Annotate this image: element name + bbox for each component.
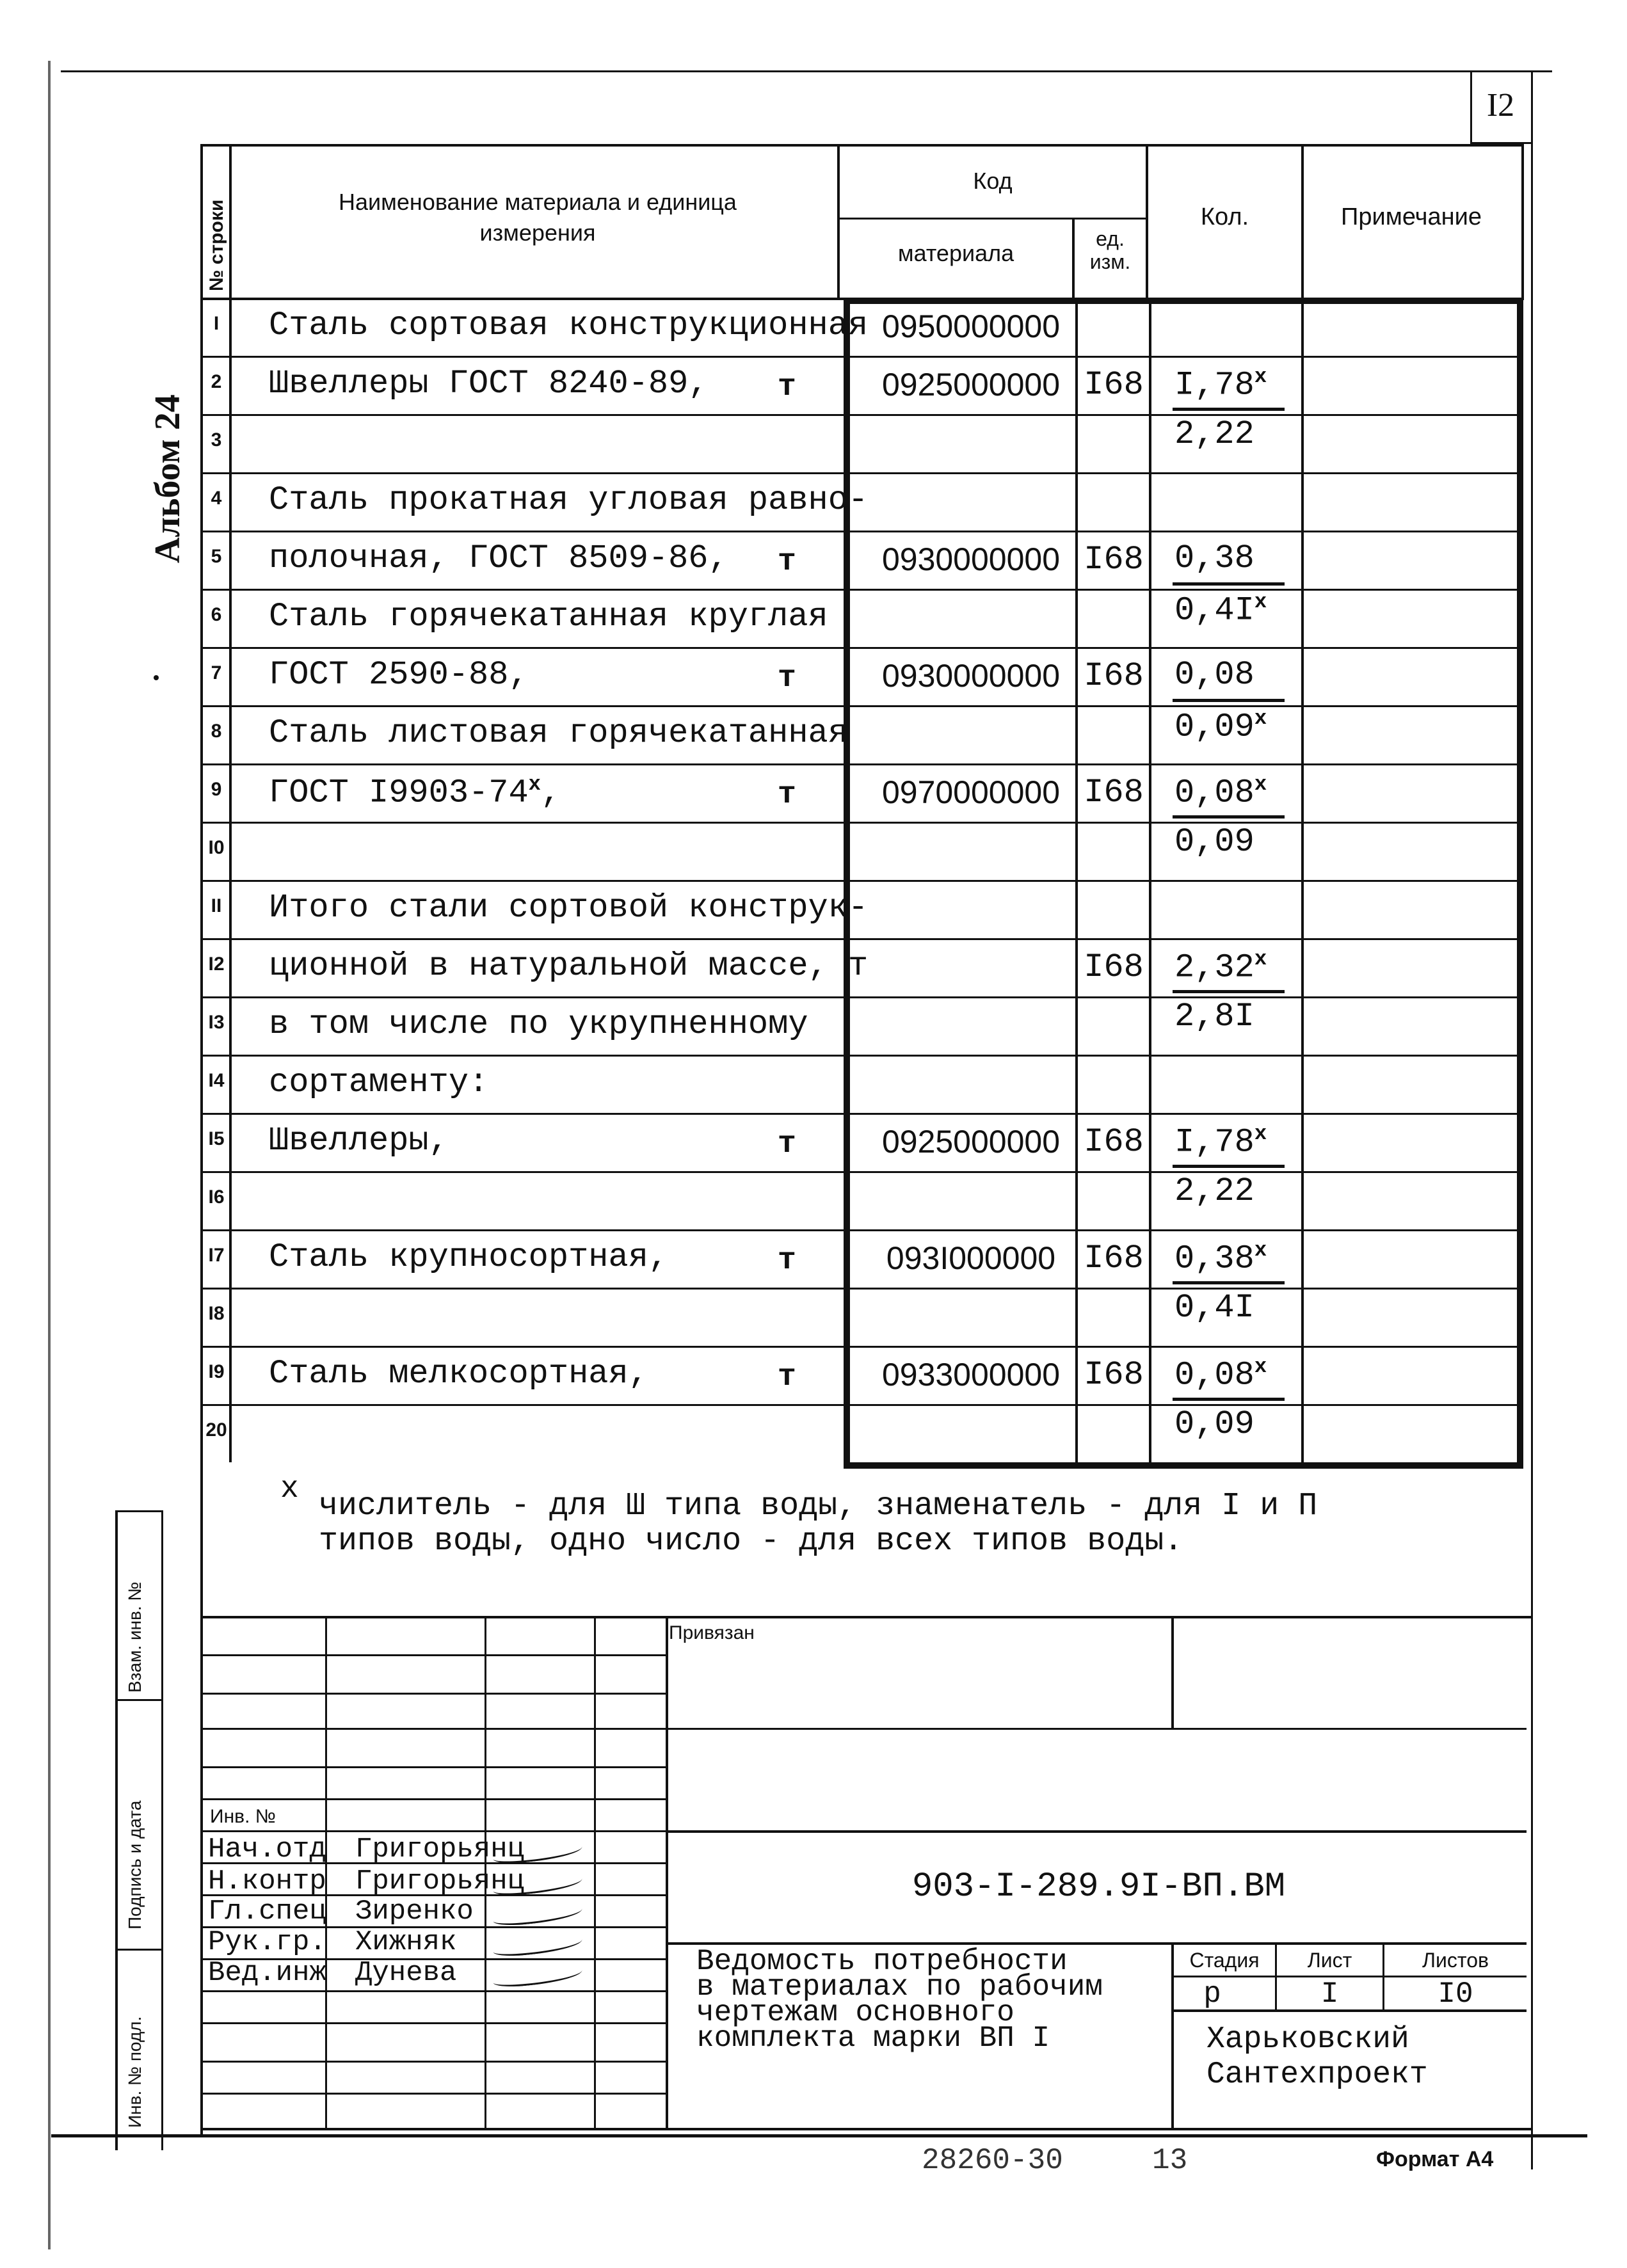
handwritten-signature [492, 1933, 583, 1958]
row-number: 8 [211, 721, 222, 742]
material-name-text: Итого стали сортовой конструк- [269, 889, 869, 927]
material-name [269, 307, 868, 344]
material-name-text: Сталь крупносортная, [269, 1238, 669, 1276]
row-number: 9 [211, 779, 222, 800]
unit-mark: т [778, 661, 796, 696]
unit-mark: т [778, 545, 796, 579]
material-name [269, 889, 868, 927]
unit-mark: т [778, 1127, 796, 1162]
material-name-text: Сталь сортовая конструкционная [269, 307, 869, 344]
sheet-number: I2 [1486, 87, 1515, 124]
row-number: 7 [211, 662, 222, 683]
quantity [1174, 539, 1254, 577]
unit-code: I68 [1084, 774, 1144, 811]
copy-number: 13 [1152, 2144, 1188, 2177]
title-line-4: комплекта марки ВП I [696, 2022, 1050, 2055]
material-name [269, 1122, 449, 1160]
material-name-text: Сталь прокатная угловая равно- [269, 481, 869, 519]
row-number: I9 [208, 1361, 225, 1382]
row-number: I7 [208, 1245, 225, 1266]
material-name [269, 947, 868, 985]
unit-code: I68 [1084, 541, 1144, 579]
quantity [1174, 947, 1267, 986]
row-divider [200, 1229, 1519, 1231]
fraction-bar [1173, 1281, 1285, 1284]
header-row-no: № строки [206, 199, 227, 291]
quantity-value: 2,22 [1174, 1172, 1254, 1210]
quantity-value: 0,38 [1174, 1240, 1254, 1278]
sheet-value: I [1320, 1977, 1339, 2011]
unit-mark: т [778, 1243, 796, 1278]
material-name [269, 1064, 488, 1101]
quantity [1174, 1355, 1267, 1394]
quantity-superscript: x [1254, 707, 1267, 730]
sheet-label: Лист [1307, 1949, 1352, 1972]
header-code-unit: ед. изм. [1089, 227, 1131, 273]
title-grid-line [200, 1693, 666, 1695]
margin-vzam-inv: Взам. инв. № [125, 1581, 145, 1693]
material-name-text: Сталь горячекатанная круглая [269, 598, 828, 635]
unit-code: I68 [1084, 1356, 1144, 1394]
row-divider [200, 414, 1519, 416]
signature-role: Вед.инж [208, 1957, 326, 1989]
material-code: 0930000000 [881, 658, 1061, 694]
fraction-bar [1173, 582, 1285, 586]
title-grid-line [200, 1728, 666, 1730]
row-divider [200, 647, 1519, 649]
row-divider [200, 472, 1519, 474]
inv-no-label: Инв. № [210, 1806, 276, 1827]
signature-name: Зиренко [355, 1896, 474, 1928]
footnote-line2: типов воды, одно число - для всех типов воды. [319, 1523, 1183, 1560]
quantity-superscript: x [1254, 1122, 1267, 1146]
signature-role: Гл.спец [208, 1896, 326, 1928]
signature-role: Нач.отд [208, 1833, 326, 1865]
title-block-top [200, 1616, 1532, 1618]
material-code: 0930000000 [881, 541, 1061, 577]
quantity-superscript: x [1254, 772, 1267, 796]
row-number: 5 [211, 546, 222, 567]
quantity [1174, 590, 1267, 629]
quantity-value: 2,22 [1174, 415, 1254, 453]
row-divider [200, 589, 1519, 591]
row-number: I5 [208, 1128, 225, 1149]
doc-code: 903-I-289.9I-ВП.ВМ [911, 1867, 1286, 1906]
row-number: I4 [208, 1070, 225, 1091]
org-line-2: Сантехпроект [1206, 2057, 1428, 2092]
name-tail: , [541, 774, 561, 812]
material-code: 0970000000 [881, 774, 1061, 810]
title-line-1: Ведомость потребности [696, 1945, 1068, 1978]
row-number: II [211, 895, 222, 916]
row-divider [200, 1055, 1519, 1057]
bottom-rule [51, 2134, 1587, 2137]
quantity-value: 0,08 [1174, 774, 1254, 812]
row-divider [200, 763, 1519, 765]
row-number: 20 [205, 1419, 227, 1441]
material-code: 0933000000 [881, 1357, 1061, 1393]
unit-mark: т [778, 778, 796, 812]
header-name: Наименование материала и единица измерения [339, 189, 737, 246]
row-number: 2 [211, 371, 222, 392]
quantity-value: 2,32 [1174, 948, 1254, 987]
material-name-text: Сталь мелкосортная, [269, 1355, 648, 1393]
row-divider [200, 822, 1519, 824]
quantity [1174, 1405, 1254, 1443]
quantity-value: I,78 [1174, 1123, 1254, 1162]
quantity [1174, 707, 1267, 746]
grid-outer-left [200, 298, 203, 1475]
album-label: Альбом 24 [148, 394, 188, 563]
header-note: Примечание [1341, 204, 1482, 230]
quantity-superscript: x [1254, 1238, 1267, 1262]
sheets-value: I0 [1438, 1977, 1473, 2011]
row-number: 3 [211, 429, 222, 451]
material-name [269, 1005, 808, 1043]
quantity [1174, 1172, 1254, 1210]
signature-name: Хижняк [355, 1926, 457, 1958]
title-grid-line [200, 2022, 666, 2024]
quantity-superscript: x [1254, 1355, 1267, 1378]
quantity [1174, 1289, 1254, 1327]
material-name [269, 772, 561, 811]
material-name [269, 598, 828, 635]
row-divider [200, 1404, 1519, 1406]
title-grid-line [200, 1654, 666, 1656]
title-grid-line [200, 1830, 666, 1832]
handwritten-signature [492, 1903, 583, 1928]
quantity-value: 0,09 [1174, 823, 1254, 861]
unit-mark: т [778, 370, 796, 404]
frame-top [61, 70, 1552, 72]
quantity [1174, 1238, 1267, 1277]
document-title [696, 1945, 1103, 2055]
material-name [269, 656, 529, 694]
quantity [1174, 656, 1254, 694]
row-number: 4 [211, 488, 222, 509]
quantity-value: 0,4I [1174, 591, 1254, 630]
signature-role: Рук.гр. [208, 1926, 326, 1958]
fraction-bar [1173, 990, 1285, 993]
material-name [269, 1238, 668, 1276]
name-superscript: x [528, 772, 541, 796]
row-divider [200, 356, 1519, 358]
unit-code: I68 [1084, 948, 1144, 986]
archive-number: 28260-30 [922, 2144, 1063, 2177]
title-grid-line [200, 1990, 666, 1992]
material-name-text: сортаменту: [269, 1064, 489, 1101]
row-number: I8 [208, 1303, 225, 1324]
material-name [269, 481, 868, 519]
quantity-value: I,78 [1174, 366, 1254, 404]
title-grid-line [200, 2093, 666, 2095]
material-name-text: в том числе по укрупненному [269, 1005, 808, 1043]
title-line-2: в материалах по рабочим [696, 1970, 1103, 2004]
title-line-3: чертежам основного [696, 1996, 1014, 2029]
footnote-line1: числитель - для Ш типа воды, знаменатель - для I и П [319, 1488, 1318, 1524]
header-bottom [200, 298, 847, 300]
margin-dot [154, 675, 159, 680]
material-code: 093I000000 [886, 1240, 1056, 1276]
quantity-value: 2,8I [1174, 998, 1254, 1035]
signature-name: Дунева [355, 1957, 457, 1989]
material-name [269, 539, 728, 577]
margin-sign-date: Подпись и дата [125, 1800, 145, 1929]
quantity-superscript: x [1254, 365, 1267, 388]
quantity-value: 0,4I [1174, 1289, 1254, 1327]
header-code-material: материала [897, 240, 1014, 266]
quantity [1174, 823, 1254, 861]
title-grid-line [200, 1798, 666, 1800]
quantity-value: 0,09 [1174, 708, 1254, 746]
footnote-mark: x [280, 1472, 299, 1506]
row-number: I3 [208, 1012, 225, 1033]
format-label: Формат А4 [1376, 2147, 1494, 2171]
quantity-value: 0,08 [1174, 656, 1254, 694]
signature-name: Григорьянц [355, 1833, 525, 1865]
material-name-text: Швеллеры ГОСТ 8240-89, [269, 365, 709, 403]
fraction-bar [1173, 1165, 1285, 1168]
quantity-value: 0,38 [1174, 539, 1254, 577]
material-name [269, 1355, 648, 1393]
material-name [269, 714, 848, 752]
material-name-text: Швеллеры, [269, 1122, 449, 1160]
material-code: 0950000000 [881, 308, 1061, 344]
fraction-bar [1173, 408, 1285, 411]
quantity [1174, 772, 1267, 811]
quantity [1174, 415, 1254, 453]
material-name-text: ГОСТ 2590-88, [269, 656, 529, 694]
signature-role: Н.контр [208, 1865, 326, 1897]
row-number: I2 [208, 954, 225, 975]
title-grid-line [200, 1766, 666, 1768]
grid-heavy-top [844, 298, 1523, 304]
row-number: I0 [208, 837, 225, 858]
frame-right [1531, 70, 1533, 2169]
quantity [1174, 1122, 1267, 1161]
row-divider [200, 996, 1519, 998]
frame-left-edge [48, 61, 51, 2249]
quantity-superscript: x [1254, 590, 1267, 614]
unit-code: I68 [1084, 1240, 1144, 1277]
material-name-text: полочная, ГОСТ 8509-86, [269, 539, 728, 577]
unit-code: I68 [1084, 366, 1144, 404]
material-name-text: ционной в натуральной массе, т [269, 947, 869, 985]
header-qty: Кол. [1200, 204, 1249, 230]
material-code: 0925000000 [881, 367, 1061, 403]
signature-name: Григорьянц [355, 1865, 525, 1897]
quantity-value: 0,08 [1174, 1356, 1254, 1394]
quantity-value: 0,09 [1174, 1405, 1254, 1443]
title-grid-line [200, 2061, 666, 2063]
fraction-bar [1173, 699, 1285, 702]
row-divider [200, 531, 1519, 532]
stage-value: р [1203, 1977, 1221, 2011]
row-divider [200, 705, 1519, 707]
row-divider [200, 1288, 1519, 1290]
row-divider [200, 1346, 1519, 1348]
material-code: 0925000000 [881, 1124, 1061, 1160]
row-number: 6 [211, 604, 222, 625]
handwritten-signature [492, 1964, 583, 1989]
row-number: I6 [208, 1186, 225, 1208]
org-line-1: Харьковский [1206, 2022, 1409, 2057]
header-code: Код [973, 168, 1013, 194]
unit-code: I68 [1084, 1123, 1144, 1161]
margin-inv-podl: Инв. № подл. [125, 2016, 145, 2128]
unit-mark: т [778, 1360, 796, 1394]
row-divider [200, 1113, 1519, 1115]
privyazan-label: Привязан [669, 1622, 755, 1643]
quantity [1174, 998, 1254, 1035]
material-name-text: Сталь листовая горячекатанная [269, 714, 848, 752]
quantity [1174, 365, 1267, 404]
grid-heavy-bottom [844, 1462, 1523, 1469]
unit-code: I68 [1084, 657, 1144, 695]
row-number: I [213, 313, 220, 334]
row-divider [200, 938, 1519, 940]
fraction-bar [1173, 1398, 1285, 1401]
stage-label: Стадия [1189, 1949, 1260, 1972]
row-divider [200, 880, 1519, 882]
quantity-superscript: x [1254, 947, 1267, 971]
fraction-bar [1173, 815, 1285, 819]
sheets-label: Листов [1422, 1949, 1489, 1972]
material-name [269, 365, 709, 403]
row-divider [200, 1171, 1519, 1173]
material-name-text: ГОСТ I9903-74 [269, 774, 529, 812]
